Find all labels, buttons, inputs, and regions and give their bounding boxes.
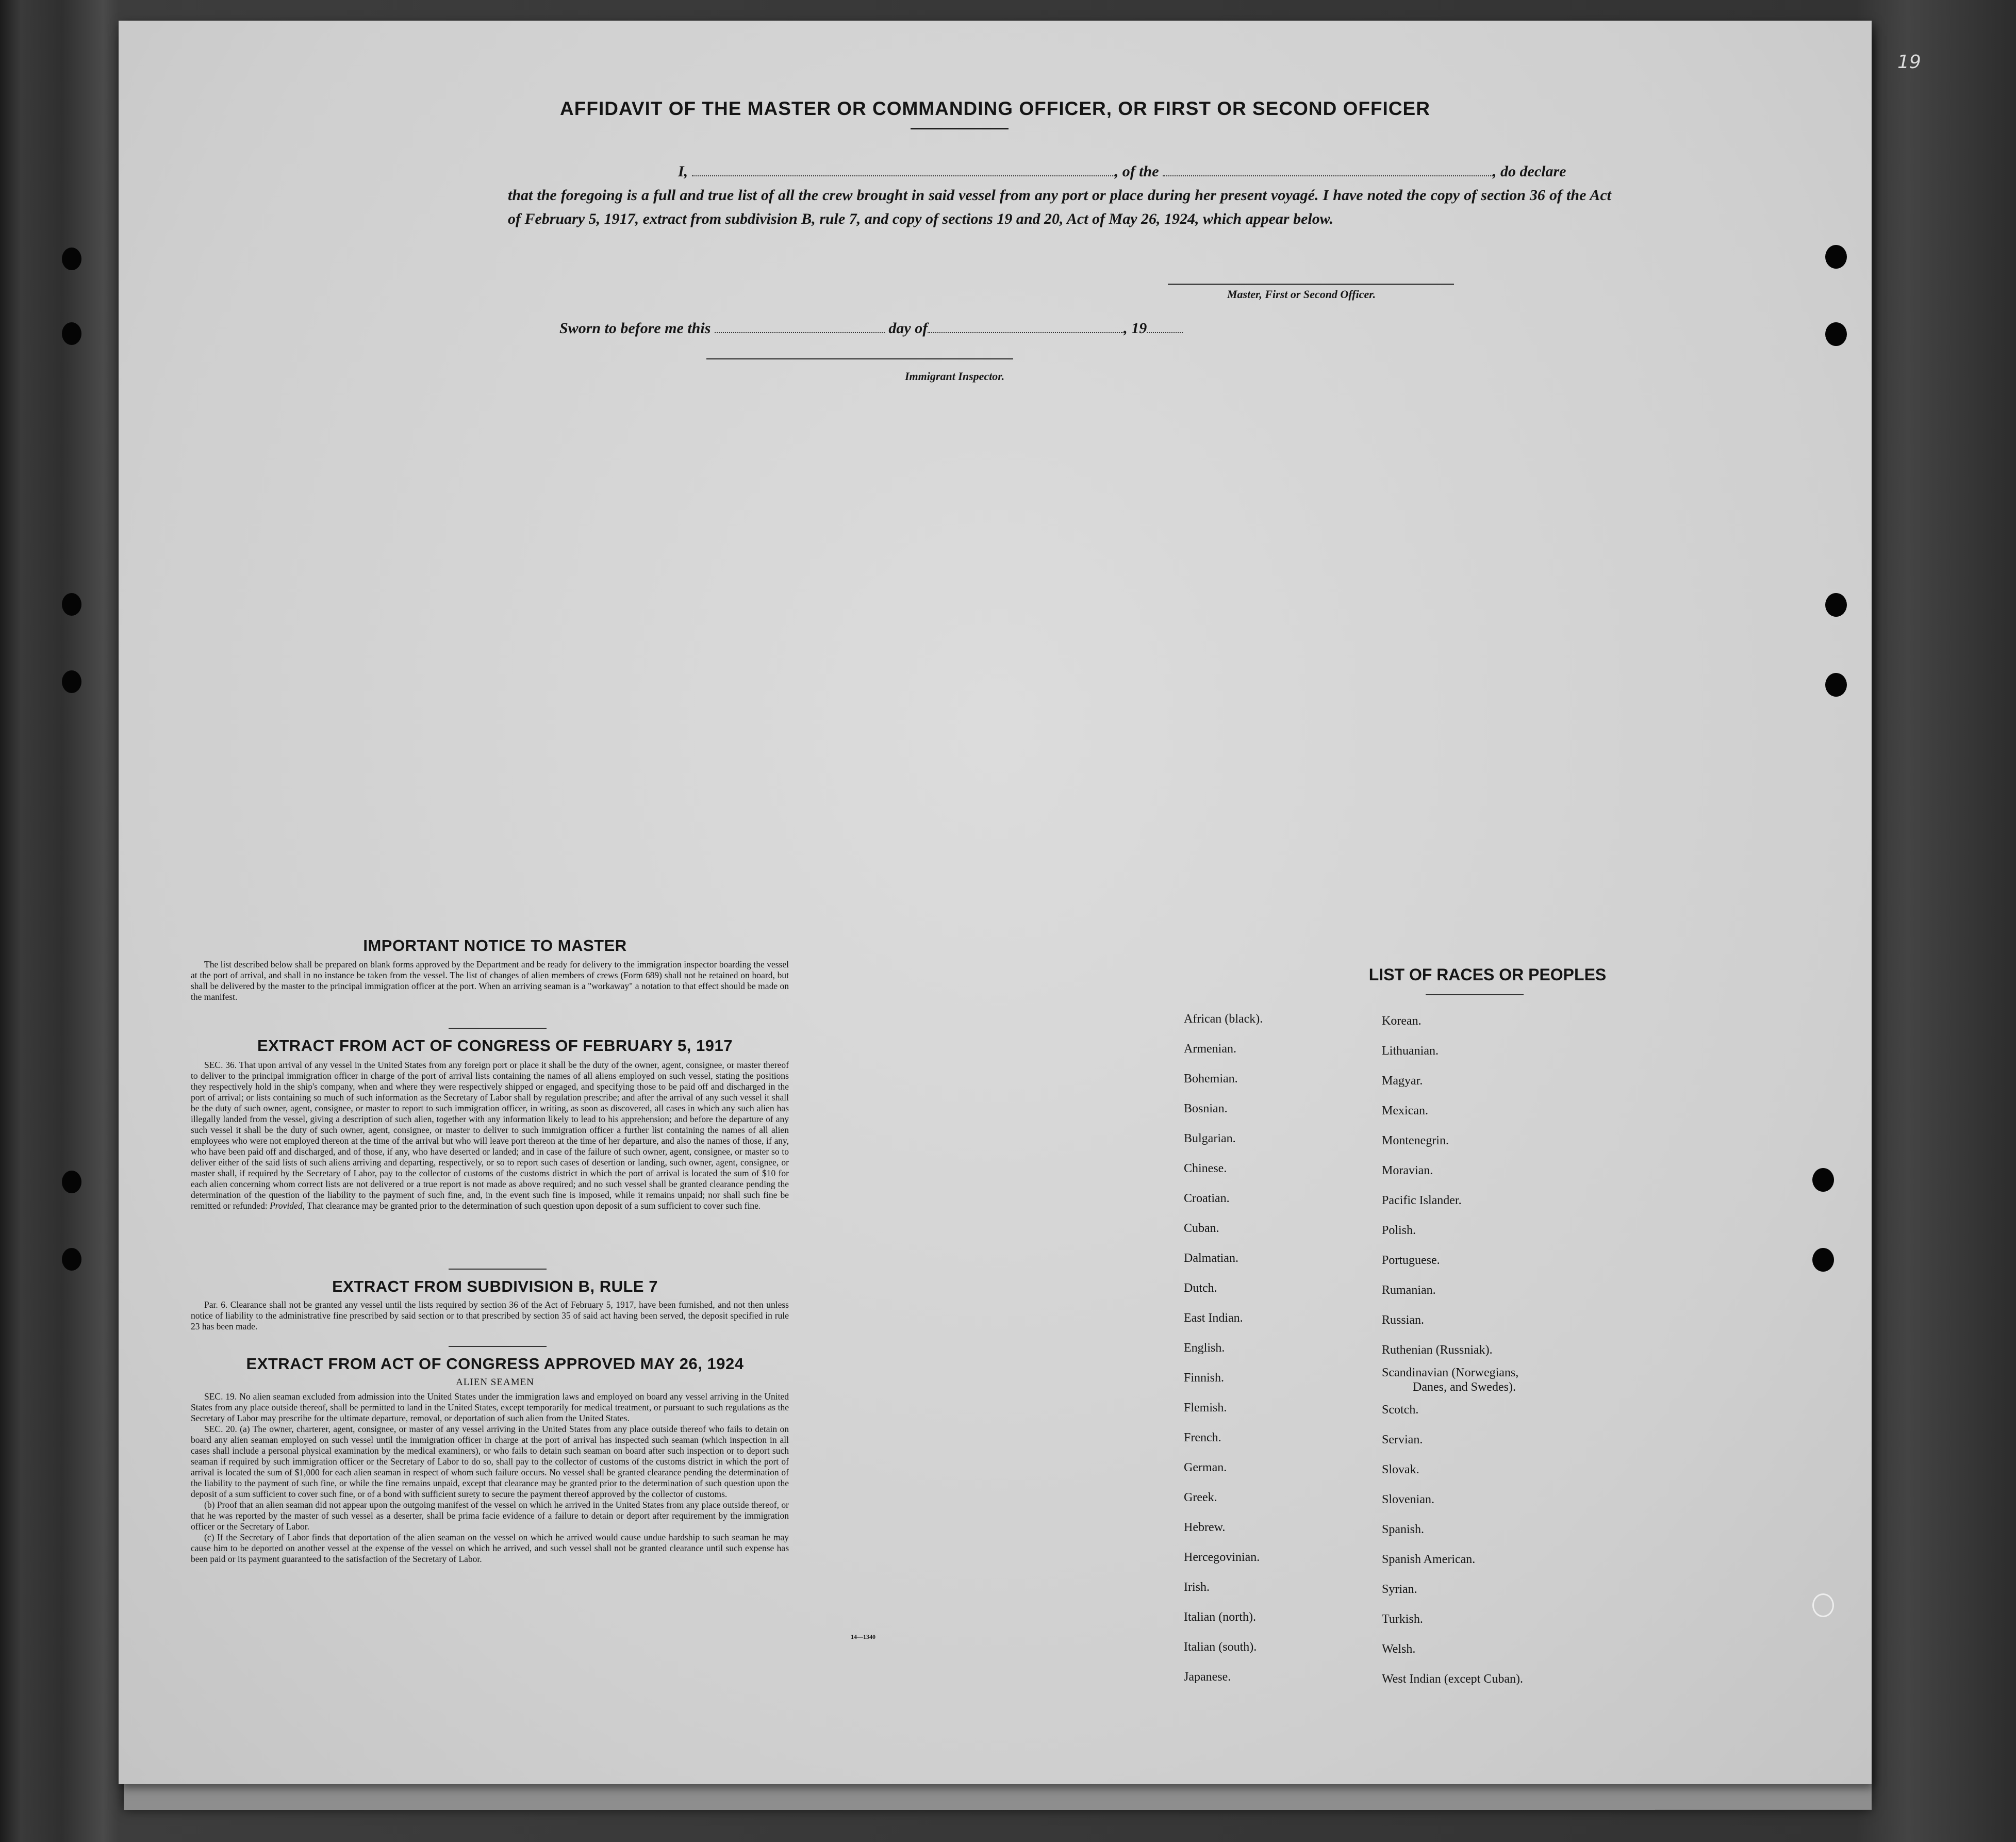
race-item: Welsh. [1382, 1642, 1416, 1656]
race-item: Hebrew. [1184, 1521, 1226, 1534]
race-item: Chinese. [1184, 1162, 1227, 1175]
master-signature-line[interactable] [1168, 284, 1454, 285]
affidavit-declaration [508, 160, 1611, 231]
binder-hole [62, 670, 81, 693]
race-item: Pacific Islander. [1382, 1194, 1462, 1207]
race-item: Flemish. [1184, 1401, 1227, 1415]
vessel-blank[interactable] [1163, 164, 1493, 176]
sworn-text: Sworn to before me this [559, 320, 711, 337]
binder-hole [62, 1171, 81, 1193]
race-item: Korean. [1382, 1014, 1422, 1028]
divider [449, 1269, 547, 1270]
extract-1924-title: EXTRACT FROM ACT OF CONGRESS APPROVED MAY 26, 1924 [246, 1355, 744, 1373]
race-item: Japanese. [1184, 1670, 1231, 1684]
race-item: German. [1184, 1461, 1227, 1474]
month-blank[interactable] [928, 321, 1123, 333]
binder-hole [62, 593, 81, 616]
extract-1917-title: EXTRACT FROM ACT OF CONGRESS OF FEBRUARY 5, 1917 [257, 1037, 733, 1055]
inspector-signature-label: Immigrant Inspector. [905, 370, 1005, 383]
master-signature-label: Master, First or Second Officer. [1227, 288, 1376, 301]
declaration-end: , do declare [1493, 163, 1566, 180]
notice-text: The list described below shall be prepared on blank forms approved by the Department and be ready for delivery to the immigration inspector boarding the vessel at the port of arrival, and shall in no instance be taken from the vessel. The list of changes of alien members of crews (Form 689) shall not be retained on board, but shall be delivered by the master to the principal immigration officer at the port. When an arriving seaman is a "workaway" a notation to that effect should be made on the manifest. [191, 959, 789, 1002]
race-item: Turkish. [1382, 1613, 1423, 1626]
race-item: Armenian. [1184, 1042, 1236, 1056]
extract-1917-text: SEC. 36. That upon arrival of any vessel in the United States from any foreign port or place it shall be the duty of the owner, agent, consignee, or master thereof to deliver to the principal immigration officer in charge of the port of arrival lists containing the names of all aliens employed on such vessel, stating the positions they respectively hold in the ship's company, when and where they were respectively shipped or engaged, and specifying those to be paid off and discharged in the port of arrival; or lists containing so much of such information as the Secretary of Labor shall by regulation prescribe; and after the arrival of any such vessel it shall be the duty of such owner, agent, consignee, or master to report to such immigration officer, in writing, as soon as discovered, all cases in which any such alien has illegally landed from the vessel, giving a description of such alien, together with any information likely to lead to his apprehension; and before the departure of any such vessel it shall be the duty of such owner, agent, consignee, or master to deliver to such immigration officer a further list containing the names of all alien employees who were not employed thereon at the time of the arrival but who will leave port thereon at the time of her departure, and also the names of those, if any, who have been paid off and discharged, and of those, if any, who have deserted or landed; and in case of the failure of such owner, agent, consignee, or master so to deliver either of the said lists of such aliens arriving and departing, respectively, or so to report such cases of desertion or landing, such owner, agent, consignee, or master shall, if required by the Secretary of Labor, pay to the collector of customs of the customs district in which the port of arrival is located the sum of $10 for each alien concerning whom correct lists are not delivered or a true report is not made as above required; and no such vessel shall be granted clearance pending the determination of the question of the liability to the payment of such fine, and, in the event such fine is imposed, while it remains unpaid; nor shall such fine be remitted or refunded: Provided, That clearance may be granted prior to the determination of such question upon deposit of a sum sufficient to cover such fine. [191, 1060, 789, 1211]
binder-hole [62, 248, 81, 270]
race-item: Polish. [1382, 1224, 1416, 1237]
binder-hole [62, 322, 81, 345]
race-item: Bulgarian. [1184, 1132, 1236, 1145]
race-item: Bohemian. [1184, 1072, 1238, 1086]
day-blank[interactable] [715, 321, 885, 333]
alien-seamen-subtitle: ALIEN SEAMEN [456, 1377, 534, 1388]
race-item: Scandinavian (Norwegians, [1382, 1366, 1519, 1379]
punch-hole [1825, 322, 1847, 346]
sworn-line [559, 320, 1183, 337]
binder-hole [62, 1248, 81, 1271]
race-item: Slovak. [1382, 1463, 1419, 1476]
year-blank[interactable] [1147, 321, 1183, 333]
form-number: 14—1340 [851, 1633, 875, 1640]
punch-hole [1812, 1168, 1834, 1192]
race-item: Greek. [1184, 1491, 1217, 1504]
race-item: Slovenian. [1382, 1493, 1434, 1506]
races-title: LIST OF RACES OR PEOPLES [1368, 965, 1607, 984]
race-item: Italian (north). [1184, 1610, 1256, 1624]
divider [449, 1028, 547, 1029]
race-item: Lithuanian. [1382, 1044, 1439, 1058]
name-blank[interactable] [692, 164, 1115, 176]
race-item: Moravian. [1382, 1164, 1433, 1177]
punch-hole [1825, 673, 1847, 697]
race-item: Spanish. [1382, 1523, 1425, 1536]
race-item: Danes, and Swedes). [1413, 1380, 1516, 1394]
punch-hole-empty [1812, 1593, 1834, 1617]
declaration-body: that the foregoing is a full and true list of all the crew brought in said vessel from any port or place during her present voyagé. I have noted the copy of section 36 of the Act of February 5, 1917, extract from subdivision B, rule 7, and copy of sections 19 and 20, Act of May 26, 1924, which appear below. [508, 187, 1611, 227]
inspector-signature-line[interactable] [706, 358, 1013, 359]
sworn-day-of: day of [888, 320, 928, 337]
punch-hole [1812, 1248, 1834, 1272]
race-item: African (black). [1184, 1012, 1263, 1026]
sworn-year: , 19 [1123, 320, 1147, 337]
race-item: Italian (south). [1184, 1640, 1257, 1654]
race-item: Portuguese. [1382, 1254, 1440, 1267]
race-item: Hercegovinian. [1184, 1551, 1260, 1564]
declaration-of: , of the [1114, 163, 1159, 180]
race-item: Servian. [1382, 1433, 1423, 1446]
race-item: Bosnian. [1184, 1102, 1228, 1115]
subdivision-text: Par. 6. Clearance shall not be granted any vessel until the lists required by section 36 of the Act of February 5, 1917, have been furnished, and not then unless notice of liability to the administrative fine prescribed by said section or to that prescribed by section 35 of said act having been served, the deposit specified in rule 23 has been made. [191, 1300, 789, 1331]
affidavit-page [119, 21, 1872, 1784]
affidavit-title: AFFIDAVIT OF THE MASTER OR COMMANDING OFFICER, OR FIRST OR SECOND OFFICER [560, 98, 1430, 119]
race-item: Rumanian. [1382, 1284, 1436, 1297]
punch-hole [1825, 593, 1847, 617]
race-item: East Indian. [1184, 1311, 1243, 1325]
race-item: Magyar. [1382, 1074, 1423, 1088]
race-item: Spanish American. [1382, 1553, 1476, 1566]
race-item: English. [1184, 1341, 1225, 1355]
race-item: Ruthenian (Russniak). [1382, 1343, 1493, 1357]
page-number: 19 [1897, 52, 1921, 73]
declaration-i: I, [678, 163, 688, 180]
race-item: French. [1184, 1431, 1221, 1444]
race-item: Dutch. [1184, 1281, 1217, 1295]
race-item: Syrian. [1382, 1583, 1417, 1596]
race-item: Finnish. [1184, 1371, 1225, 1385]
race-item: Mexican. [1382, 1104, 1428, 1117]
extract-1924-text: SEC. 19. No alien seaman excluded from admission into the United States under the immigration laws and employed on board any vessel arriving in the United States from any place outside thereof, shall be permitted to land in the United States, except temporarily for medical treatment, or pursuant to such regulations as the Secretary of Labor may prescribe for the ultimate departure, removal, or deportation of such alien from the United States. SEC. 20. (a) The owner, charterer, agent, consignee, or master of any vessel arriving in the United States from any place outside thereof who fails to detain on board any alien seaman employed on such vessel until the immigration officer in charge at the port of arrival has inspected such seaman (which inspection in all cases shall include a personal physical examination by the medical examiners), or who fails to detain such seaman on board after such inspection or to deport such seaman if required by such immigration officer or the Secretary of Labor to do so, shall pay to the collector of customs of the customs district in which the port of arrival is located the sum of $1,000 for each alien seaman in respect of whom such failure occurs. No vessel shall be granted clearance pending the determination of the liability to the payment of such fine, or while the fine remains unpaid, except that clearance may be granted prior to the determination of such question upon the deposit of a sum sufficient to cover such fine, or of a bond with sufficient surety to secure the payment thereof approved by the collector of customs. (b) Proof that an alien seaman did not appear upon the outgoing manifest of the vessel on which he arrived in the United States from any place outside thereof, or that he was reported by the master of such vessel as a deserter, shall be prima facie evidence of a failure to detain or deport after requirement by the immigration officer or the Secretary of Labor. (c) If the Secretary of Labor finds that deportation of the alien seaman on the vessel on which he arrived would cause undue hardship to such seaman he may cause him to be deported on another vessel at the expense of the vessel on which he arrived, and such vessel shall not be granted clearance until such expense has been paid or its payment guaranteed to the satisfaction of the Secretary of Labor. [191, 1391, 789, 1564]
race-item: Russian. [1382, 1313, 1425, 1327]
race-item: Dalmatian. [1184, 1252, 1238, 1265]
race-item: Montenegrin. [1382, 1134, 1449, 1147]
race-item: Cuban. [1184, 1222, 1219, 1235]
punch-hole [1825, 245, 1847, 269]
race-item: Croatian. [1184, 1192, 1230, 1205]
race-item: Irish. [1184, 1581, 1210, 1594]
race-item: West Indian (except Cuban). [1382, 1672, 1523, 1686]
race-item: Scotch. [1382, 1403, 1419, 1417]
divider [1426, 994, 1524, 995]
notice-title: IMPORTANT NOTICE TO MASTER [363, 936, 627, 955]
divider [449, 1346, 547, 1347]
title-rule [911, 128, 1009, 129]
subdivision-title: EXTRACT FROM SUBDIVISION B, RULE 7 [332, 1277, 658, 1295]
